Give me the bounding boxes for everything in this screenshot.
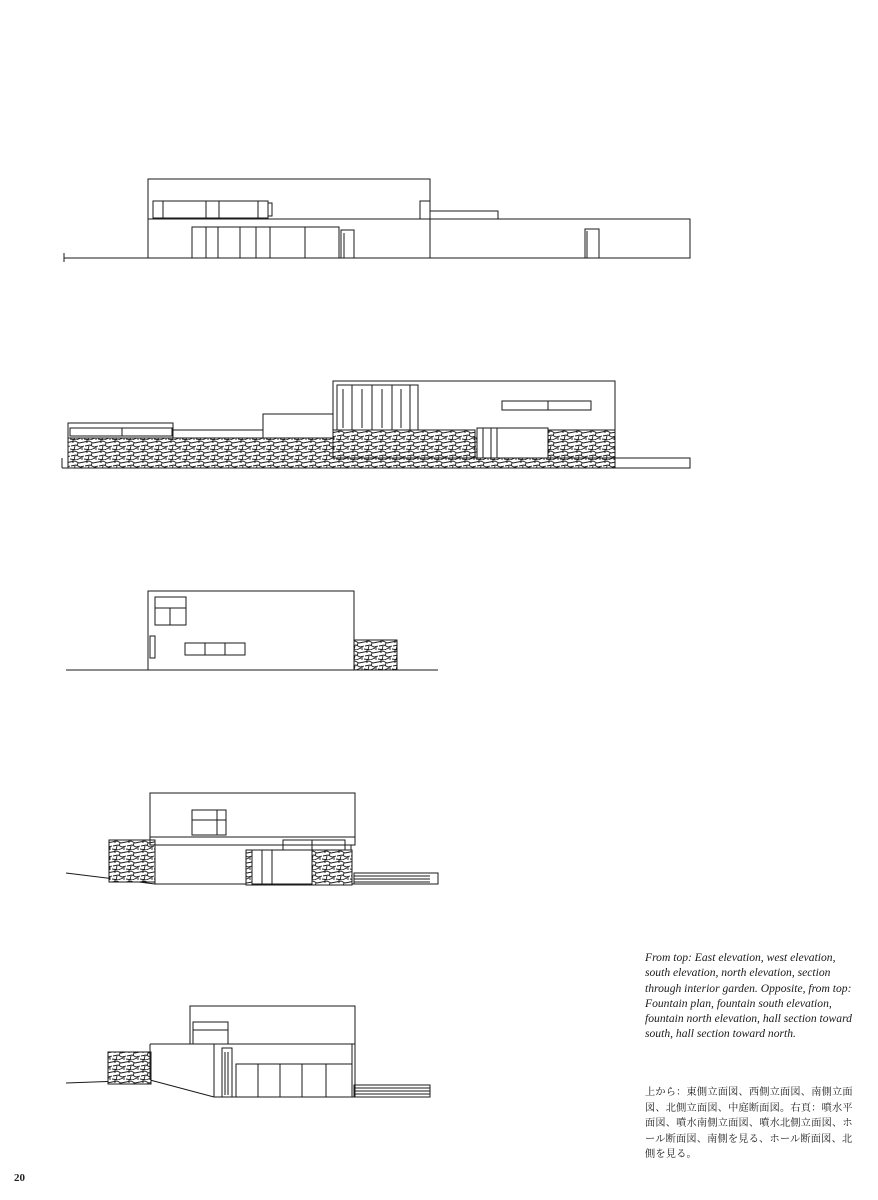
west-elevation [62,381,690,468]
caption-english: From top: East elevation, west elevation, south elevation, north elevation, section through interior garden. Opposite, from top: Fountain plan, fountain south elevation, fountain north elevation, hall section toward south, hall section toward north. [645,951,852,1041]
section-interior-garden [66,1006,430,1097]
page-number: 20 [14,1172,25,1184]
south-elevation [66,591,438,670]
caption-japanese: 上から：東側立面図、西側立面図、南側立面図、北側立面図、中庭断面図。右頁：噴水平面図、噴水南側立面図、噴水北側立面図、ホール断面図、南側を見る、ホール断面図、北側を見る。 [645,1087,853,1160]
east-elevation [64,179,690,262]
north-elevation [66,793,438,885]
